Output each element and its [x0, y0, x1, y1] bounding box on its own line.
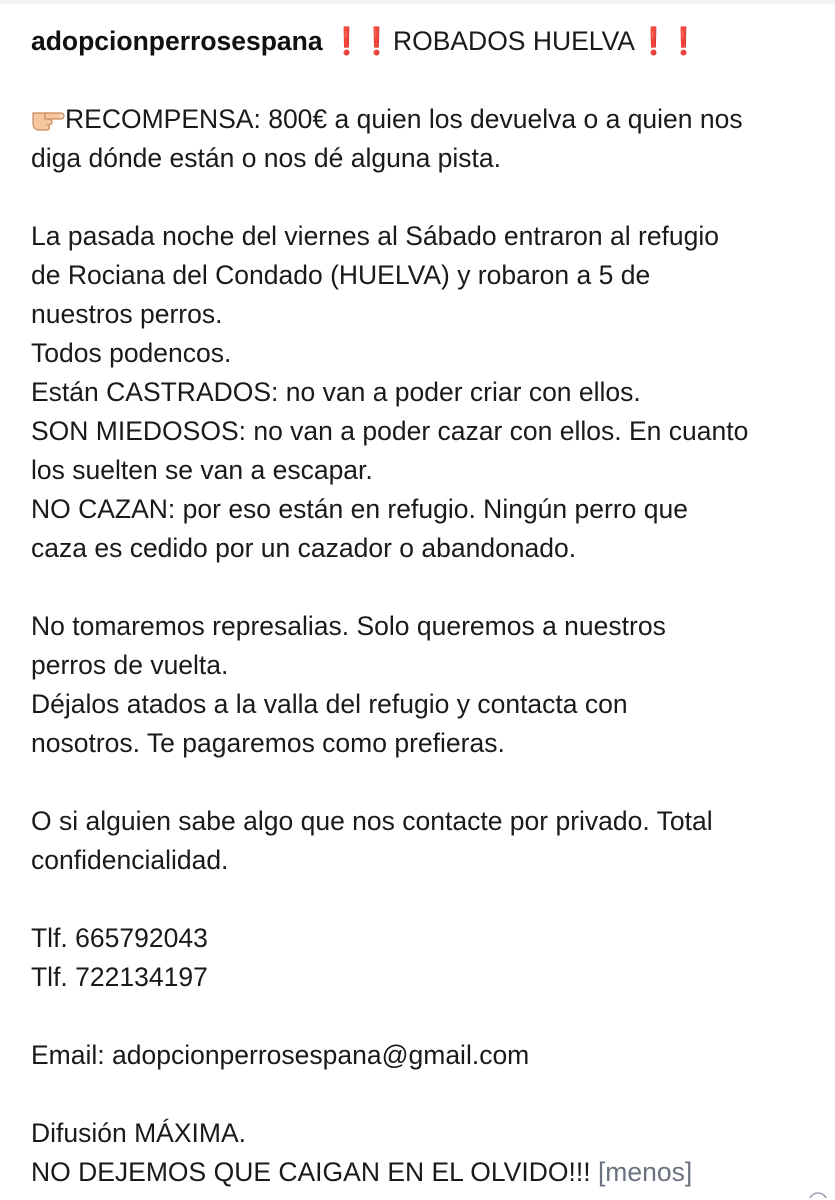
- spacer: [31, 568, 821, 607]
- spacer: [31, 1075, 821, 1114]
- caption-title: ROBADOS HUELVA: [392, 26, 635, 56]
- phone-number-1[interactable]: Tlf. 665792043: [31, 923, 208, 953]
- caption-line: La pasada noche del viernes al Sábado entraron al refugio: [31, 221, 720, 251]
- caption-line: confidencialidad.: [31, 845, 229, 875]
- less-link[interactable]: [menos]: [597, 1157, 693, 1187]
- comment-icon[interactable]: [807, 1188, 829, 1198]
- caption-line: caza es cedido por un cazador o abandonado.: [31, 533, 577, 563]
- caption-closing-text: NO DEJEMOS QUE CAIGAN EN EL OLVIDO!!!: [31, 1157, 591, 1187]
- username-link[interactable]: adopcionperrosespana: [31, 26, 323, 56]
- caption-header: [31, 22, 821, 61]
- caption-line: RECOMPENSA: 800€ a quien los devuelva o a quien nos: [31, 100, 821, 139]
- phone-number-2[interactable]: Tlf. 722134197: [31, 962, 208, 992]
- email-line[interactable]: Email: adopcionperrosespana@gmail.com: [31, 1040, 530, 1070]
- caption-last-line: [31, 1153, 821, 1192]
- pointing-hand-icon: [31, 103, 65, 133]
- caption-line: SON MIEDOSOS: no van a poder cazar con ellos. En cuanto: [31, 416, 749, 446]
- caption-line: Están CASTRADOS: no van a poder criar con ellos.: [31, 377, 641, 407]
- caption-line: de Rociana del Condado (HUELVA) y robaron a 5 de: [31, 260, 651, 290]
- caption-line: No tomaremos represalias. Solo queremos a nuestros: [31, 611, 666, 641]
- spacer: [31, 997, 821, 1036]
- double-exclamation-icon: ❗❗: [329, 26, 390, 56]
- post-caption: [31, 22, 821, 1192]
- caption-line: Déjalos atados a la valla del refugio y contacta con: [31, 689, 628, 719]
- spacer: [31, 880, 821, 919]
- caption-line: nuestros perros.: [31, 299, 223, 329]
- double-exclamation-icon: ❗❗: [636, 26, 697, 56]
- spacer: [31, 763, 821, 802]
- caption-line: diga dónde están o nos dé alguna pista.: [31, 143, 502, 173]
- spacer: [31, 178, 821, 217]
- caption-line: nosotros. Te pagaremos como prefieras.: [31, 728, 505, 758]
- spacer: [31, 61, 821, 100]
- caption-line: perros de vuelta.: [31, 650, 229, 680]
- caption-line: los suelten se van a escapar.: [31, 455, 373, 485]
- caption-line: O si alguien sabe algo que nos contacte por privado. Total: [31, 806, 713, 836]
- caption-line: NO CAZAN: por eso están en refugio. Ningún perro que: [31, 494, 688, 524]
- caption-line: Todos podencos.: [31, 338, 232, 368]
- scroll-edge: [0, 0, 835, 4]
- caption-line: Difusión MÁXIMA.: [31, 1118, 247, 1148]
